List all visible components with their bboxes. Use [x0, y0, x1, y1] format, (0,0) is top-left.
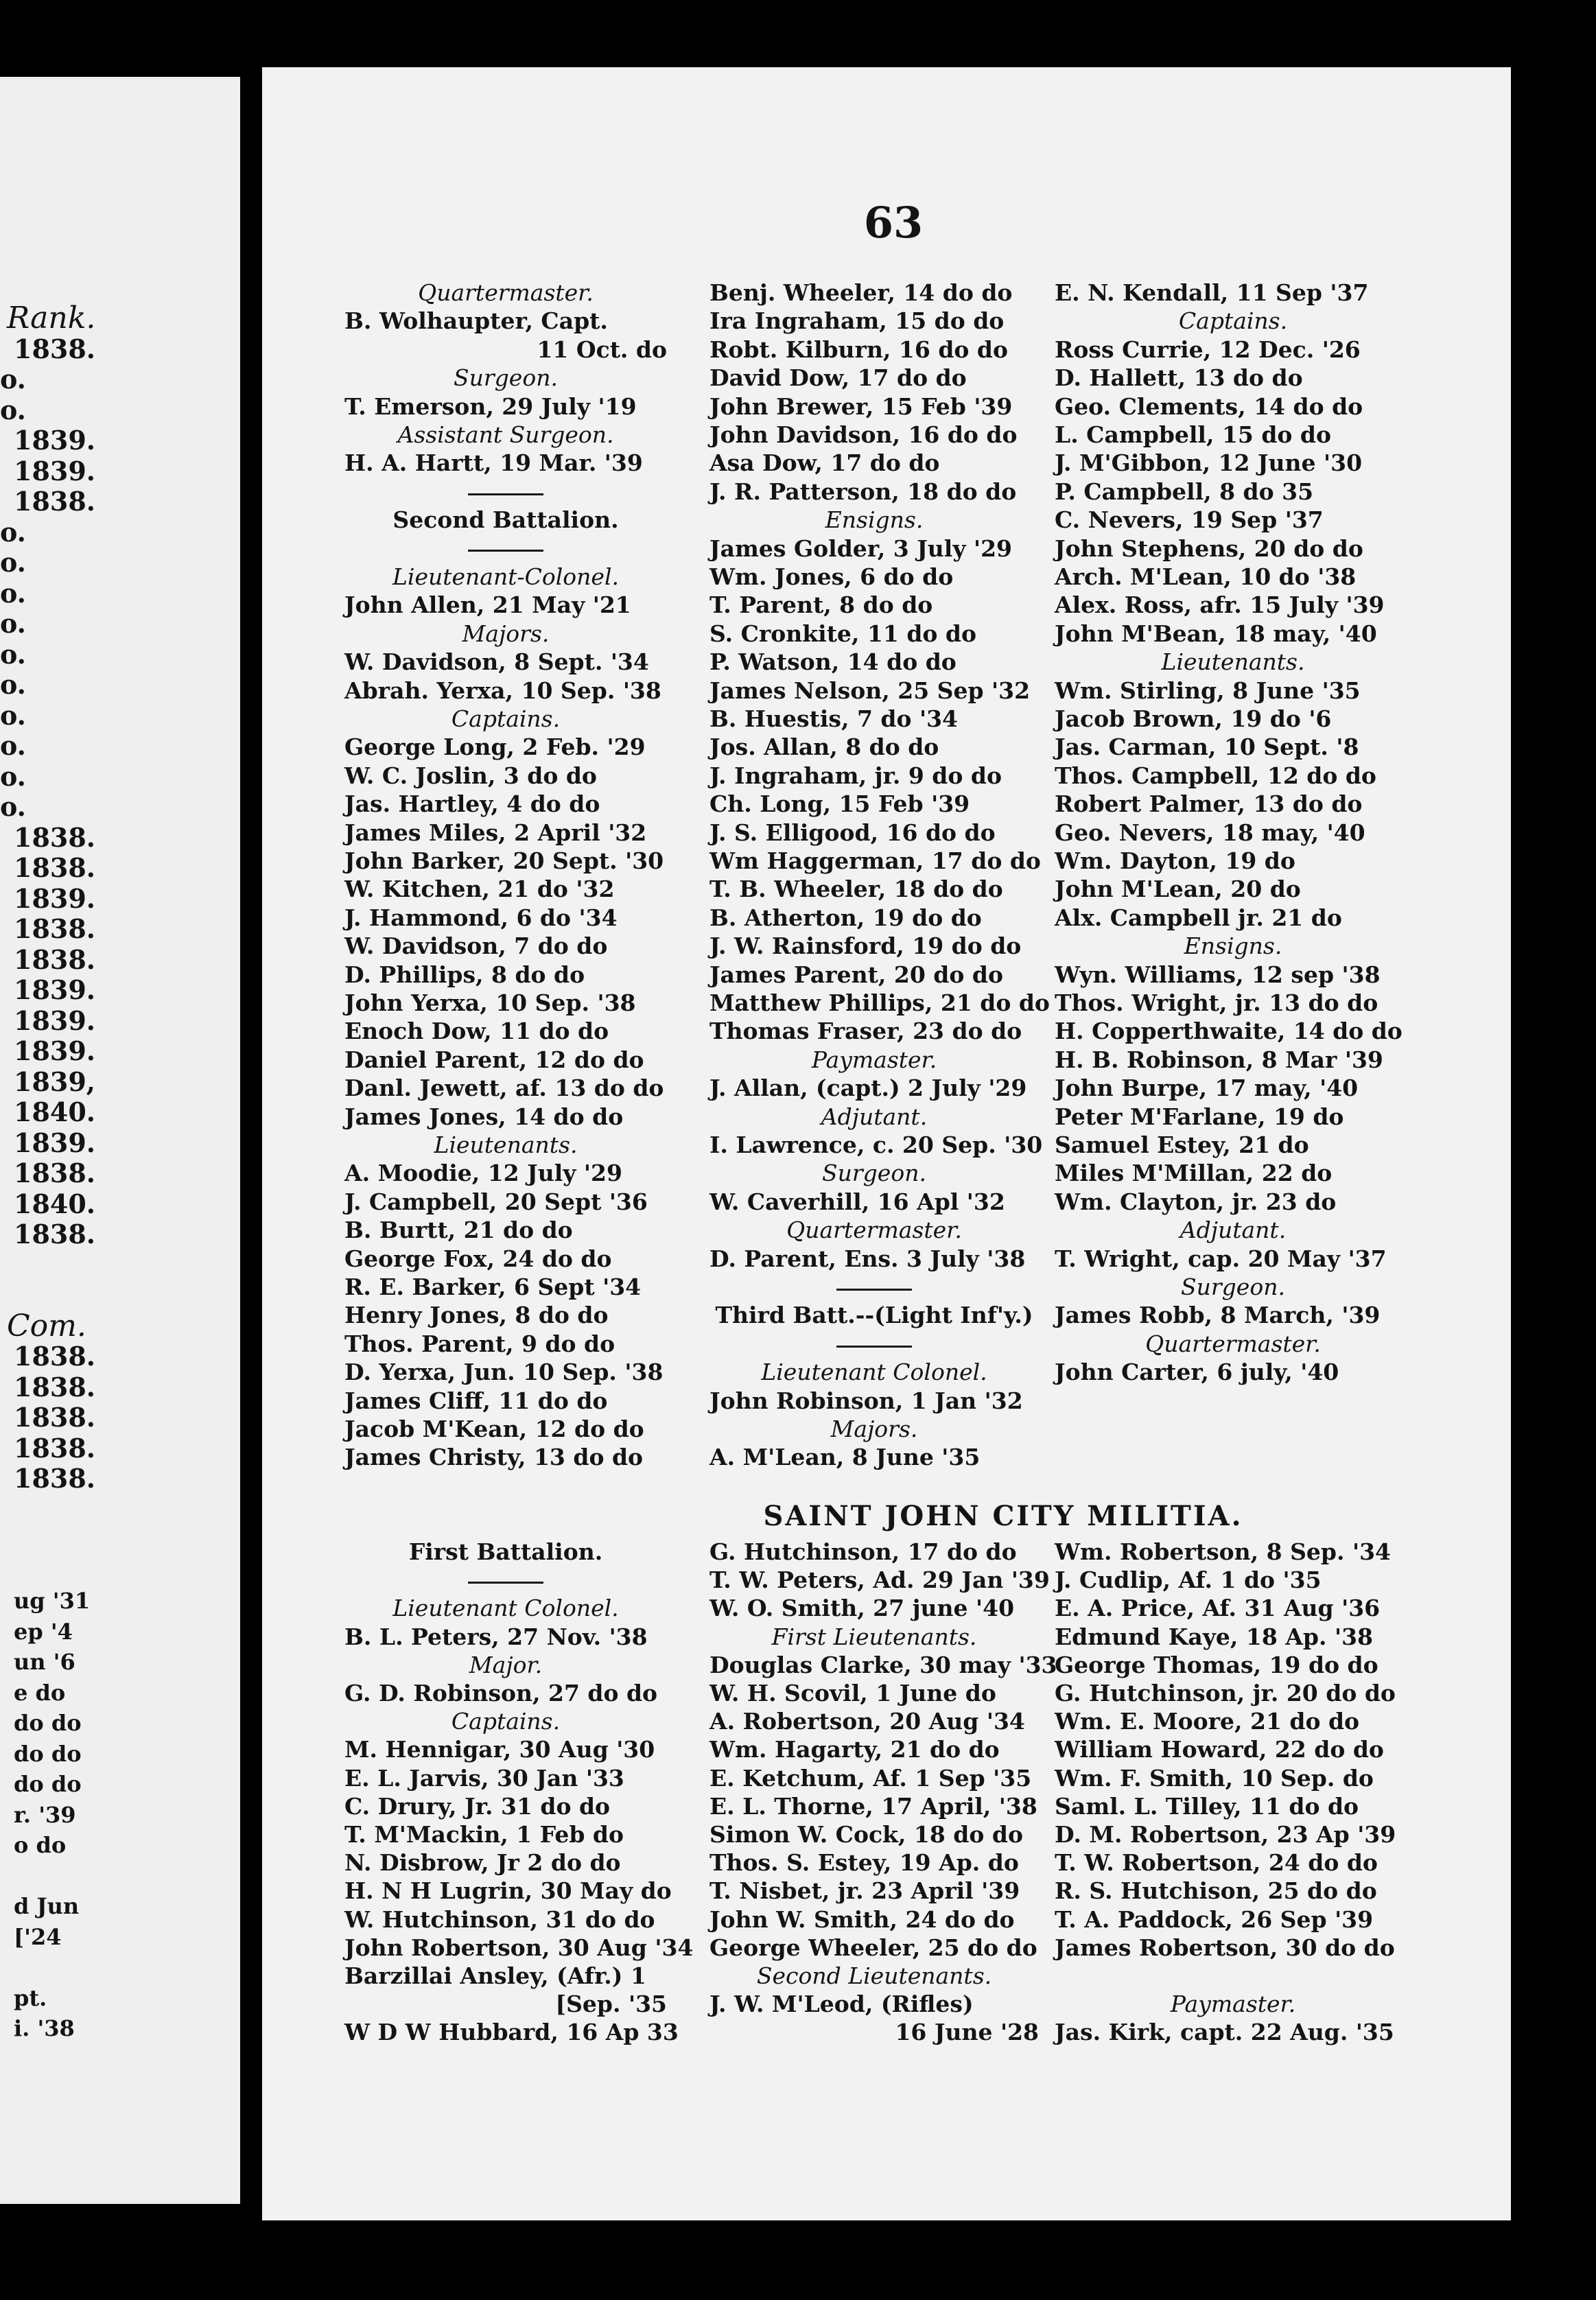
page-number: 63	[863, 198, 924, 248]
officer-entry: H. N H Lugrin, 30 May do	[344, 1877, 672, 1905]
left-page-fragment-text: 1839,	[14, 1066, 95, 1097]
officer-entry: A. Robertson, 20 Aug '34	[709, 1708, 1025, 1735]
left-page-fragment-text: 1840.	[14, 1188, 95, 1219]
officer-entry: Miles M'Millan, 22 do	[1055, 1160, 1333, 1187]
rank-heading: Surgeon.	[1181, 1274, 1285, 1300]
left-page-fragment-text: o.	[0, 608, 26, 639]
officer-entry: James Parent, 20 do do	[709, 961, 1003, 988]
rank-heading: Major.	[469, 1651, 543, 1678]
officer-entry: George Long, 2 Feb. '29	[344, 734, 646, 761]
officer-entry: C. Nevers, 19 Sep '37	[1055, 506, 1324, 534]
officer-entry: George Thomas, 19 do do	[1055, 1651, 1378, 1678]
left-page-fragment-text: o.	[0, 730, 26, 761]
officer-entry: George Wheeler, 25 do do	[709, 1934, 1037, 1961]
officer-entry: Saml. L. Tilley, 11 do do	[1055, 1792, 1359, 1820]
officer-entry: J. M'Gibbon, 12 June '30	[1055, 449, 1363, 477]
rank-heading: Majors.	[462, 620, 550, 647]
officer-entry: A. Moodie, 12 July '29	[344, 1160, 622, 1187]
officer-entry: David Dow, 17 do do	[709, 364, 967, 392]
officer-entry: Thos. Parent, 9 do do	[344, 1330, 615, 1357]
left-page-fragment-text: 1839.	[14, 882, 95, 914]
officer-entry: Asa Dow, 17 do do	[709, 449, 940, 477]
officer-entry: Simon W. Cock, 18 do do	[709, 1821, 1023, 1848]
officer-entry: Peter M'Farlane, 19 do	[1055, 1103, 1344, 1130]
rank-heading: Lieutenant Colonel.	[392, 1595, 619, 1622]
officer-entry: Wm. Robertson, 8 Sep. '34	[1055, 1538, 1392, 1565]
officer-entry: Geo. Clements, 14 do do	[1055, 392, 1363, 420]
left-page-fragment-text: pt.	[14, 1984, 47, 2011]
officer-entry: W. O. Smith, 27 june '40	[709, 1595, 1015, 1622]
rank-heading: Captains.	[1178, 307, 1288, 335]
left-page-fragment-text: i. '38	[14, 2015, 75, 2041]
rank-heading: Quartermaster.	[786, 1217, 962, 1244]
officer-entry: John Davidson, 16 do do	[709, 421, 1018, 448]
divider-rule	[468, 1582, 543, 1584]
left-page-fragment-text: o.	[0, 547, 26, 578]
officer-entry: B. L. Peters, 27 Nov. '38	[344, 1623, 648, 1650]
left-page-fragment-text: o.	[0, 699, 26, 731]
rank-heading: Quartermaster.	[1145, 1330, 1321, 1357]
officer-entry: W. C. Joslin, 3 do do	[344, 762, 597, 789]
left-page-fragment-text: d Jun	[14, 1893, 80, 1919]
rank-heading: Lieutenant-Colonel.	[392, 563, 619, 590]
officer-entry: Robt. Kilburn, 16 do do	[709, 336, 1008, 363]
officer-entry: Geo. Nevers, 18 may, '40	[1055, 819, 1365, 846]
officer-entry: P. Watson, 14 do do	[709, 648, 957, 676]
officer-entry: Alx. Campbell jr. 21 do	[1055, 904, 1342, 931]
battalion-heading: First Battalion.	[408, 1538, 603, 1565]
officer-entry: D. M. Robertson, 23 Ap '39	[1055, 1821, 1396, 1848]
officer-entry: D. Hallett, 13 do do	[1055, 364, 1303, 392]
battalion-heading: Third Batt.--(Light Inf'y.)	[715, 1302, 1033, 1329]
rank-heading: Surgeon.	[454, 364, 558, 392]
officer-entry: T. Emerson, 29 July '19	[344, 392, 637, 420]
left-page-fragment-text: 1838.	[14, 821, 95, 853]
left-page-fragment-text: un '6	[14, 1649, 75, 1675]
officer-entry: Jas. Kirk, capt. 22 Aug. '35	[1055, 2019, 1394, 2046]
left-page-fragment-text: 1839.	[14, 1127, 95, 1158]
rank-heading: Surgeon.	[822, 1160, 926, 1187]
officer-entry: James Cliff, 11 do do	[344, 1387, 608, 1414]
officer-entry: John W. Smith, 24 do do	[709, 1905, 1015, 1933]
left-page-fragment-text: 1839.	[14, 974, 95, 1005]
left-page-fragment-text: r. '39	[14, 1801, 76, 1828]
left-page-fragment-text: 1839.	[14, 425, 95, 456]
left-page-fragment-text: Rank.	[7, 301, 96, 336]
officer-entry: Wm. E. Moore, 21 do do	[1055, 1708, 1360, 1735]
officer-entry: Benj. Wheeler, 14 do do	[709, 279, 1013, 306]
divider-rule	[836, 1346, 912, 1348]
left-page-fragment-text: 1839.	[14, 1035, 95, 1066]
officer-entry: John Burpe, 17 may, '40	[1055, 1075, 1359, 1102]
officer-entry: Thos. Wright, jr. 13 do do	[1055, 989, 1378, 1016]
officer-entry: Wm. Clayton, jr. 23 do	[1055, 1188, 1337, 1215]
rank-heading: Adjutant.	[1180, 1217, 1287, 1244]
page-63	[262, 67, 1511, 2220]
officer-entry: G. Hutchinson, jr. 20 do do	[1055, 1680, 1396, 1706]
officer-entry: Ira Ingraham, 15 do do	[709, 307, 1005, 335]
officer-entry: John Robinson, 1 Jan '32	[709, 1387, 1023, 1414]
officer-entry: J. Ingraham, jr. 9 do do	[709, 762, 1002, 789]
officer-entry: H. B. Robinson, 8 Mar '39	[1055, 1046, 1383, 1073]
rank-heading: Lieutenants.	[1161, 648, 1305, 676]
officer-entry: Danl. Jewett, af. 13 do do	[344, 1075, 664, 1102]
officer-entry: R. E. Barker, 6 Sept '34	[344, 1274, 642, 1300]
left-page-fragment-text: e do	[14, 1679, 66, 1706]
officer-entry: John Robertson, 30 Aug '34	[344, 1934, 694, 1961]
officer-entry: T. M'Mackin, 1 Feb do	[344, 1821, 624, 1848]
officer-entry: W. Davidson, 8 Sept. '34	[344, 648, 649, 676]
left-page-fragment-text: ug '31	[14, 1588, 91, 1614]
left-page-fragment-text: o do	[14, 1832, 67, 1858]
officer-entry: B. Atherton, 19 do do	[709, 904, 982, 931]
left-page-fragment-text: do do	[14, 1740, 82, 1767]
officer-entry: J. W. M'Leod, (Rifles)	[709, 1991, 974, 2018]
battalion-heading: Second Battalion.	[392, 506, 619, 534]
officer-entry: M. Hennigar, 30 Aug '30	[344, 1736, 655, 1763]
left-page-fragment-text: 1839.	[14, 1005, 95, 1036]
officer-entry: Wyn. Williams, 12 sep '38	[1055, 961, 1381, 988]
officer-entry: Jacob Brown, 19 do '6	[1055, 705, 1332, 732]
officer-entry: John Brewer, 15 Feb '39	[709, 392, 1013, 420]
left-page-fragment-text: 1840.	[14, 1096, 95, 1127]
officer-entry: Alex. Ross, afr. 15 July '39	[1055, 591, 1385, 619]
officer-entry: Wm. Jones, 6 do do	[709, 563, 954, 590]
officer-entry: James Christy, 13 do do	[344, 1444, 644, 1471]
officer-entry: W D W Hubbard, 16 Ap 33	[344, 2019, 679, 2046]
rank-heading: Assistant Surgeon.	[397, 421, 614, 448]
left-page-fragment-text: 1839.	[14, 455, 95, 486]
officer-entry: 16 June '28	[895, 2019, 1039, 2046]
left-page-fragment-text: 1838.	[14, 1463, 95, 1494]
divider-rule	[836, 1289, 912, 1291]
rank-heading: Paymaster.	[811, 1046, 937, 1073]
rank-heading: Second Lieutenants.	[756, 1962, 992, 1989]
officer-entry: [Sep. '35	[555, 1991, 667, 2018]
left-page-fragment-text: o.	[0, 669, 26, 700]
left-page-fragment-text: 1838.	[14, 913, 95, 944]
officer-entry: Samuel Estey, 21 do	[1055, 1131, 1309, 1158]
officer-entry: J. R. Patterson, 18 do do	[709, 478, 1017, 505]
left-page-fragment-text: o.	[0, 638, 26, 670]
officer-entry: Thos. S. Estey, 19 Ap. do	[709, 1849, 1019, 1877]
left-page-fragment-text: Com.	[7, 1308, 86, 1343]
officer-entry: George Fox, 24 do do	[344, 1245, 612, 1272]
officer-entry: R. S. Hutchison, 25 do do	[1055, 1877, 1377, 1905]
officer-entry: Wm. Hagarty, 21 do do	[709, 1736, 1000, 1763]
rank-heading: Captains.	[451, 705, 561, 732]
officer-entry: Ch. Long, 15 Feb '39	[709, 790, 970, 818]
officer-entry: John Barker, 20 Sept. '30	[344, 847, 664, 874]
left-page-fragment-text: ep '4	[14, 1618, 73, 1645]
officer-entry: Henry Jones, 8 do do	[344, 1302, 609, 1329]
officer-entry: W. Kitchen, 21 do '32	[344, 876, 615, 903]
left-page-fragment-text: o.	[0, 791, 26, 822]
left-page-fragment-text: o.	[0, 516, 26, 548]
left-page-fragment-text: o.	[0, 760, 26, 792]
officer-entry: J. Hammond, 6 do '34	[344, 904, 618, 931]
officer-entry: Ross Currie, 12 Dec. '26	[1055, 336, 1361, 363]
officer-entry: T. Wright, cap. 20 May '37	[1055, 1245, 1387, 1272]
officer-entry: D. Phillips, 8 do do	[344, 961, 585, 988]
officer-entry: Robert Palmer, 13 do do	[1055, 790, 1363, 818]
left-page-fragment-text: o.	[0, 577, 26, 609]
officer-entry: Daniel Parent, 12 do do	[344, 1046, 644, 1073]
officer-entry: J. Allan, (capt.) 2 July '29	[709, 1075, 1027, 1102]
officer-entry: Thos. Campbell, 12 do do	[1055, 762, 1376, 789]
officer-entry: W. Caverhill, 16 Apl '32	[709, 1188, 1005, 1215]
officer-entry: James Golder, 3 July '29	[709, 535, 1013, 562]
officer-entry: H. A. Hartt, 19 Mar. '39	[344, 449, 643, 477]
officer-entry: 11 Oct. do	[537, 336, 667, 363]
officer-entry: John M'Bean, 18 may, '40	[1055, 620, 1377, 647]
officer-entry: Wm. Dayton, 19 do	[1055, 847, 1295, 874]
officer-entry: James Robertson, 30 do do	[1055, 1934, 1395, 1961]
officer-entry: T. W. Robertson, 24 do do	[1055, 1849, 1378, 1877]
officer-entry: John Yerxa, 10 Sep. '38	[344, 989, 636, 1016]
officer-entry: E. L. Jarvis, 30 Jan '33	[344, 1764, 624, 1792]
officer-entry: T. Parent, 8 do do	[709, 591, 933, 619]
officer-entry: D. Parent, Ens. 3 July '38	[709, 1245, 1026, 1272]
officer-entry: A. M'Lean, 8 June '35	[709, 1444, 981, 1471]
officer-entry: William Howard, 22 do do	[1055, 1736, 1384, 1763]
officer-entry: Abrah. Yerxa, 10 Sep. '38	[344, 677, 661, 704]
left-page-fragment-text: 1838.	[14, 486, 95, 517]
officer-entry: Barzillai Ansley, (Afr.) 1	[344, 1962, 646, 1989]
officer-entry: E. A. Price, Af. 31 Aug '36	[1055, 1595, 1381, 1622]
officer-entry: E. L. Thorne, 17 April, '38	[709, 1792, 1037, 1820]
rank-heading: Paymaster.	[1170, 1991, 1296, 2018]
left-page-fragment-text: 1838.	[14, 852, 95, 883]
rank-heading: Ensigns.	[825, 506, 924, 534]
left-page-fragment-text: 1838.	[14, 333, 95, 364]
divider-rule	[468, 550, 543, 552]
rank-heading: Majors.	[830, 1416, 918, 1442]
officer-entry: W. H. Scovil, 1 June do	[709, 1680, 996, 1706]
officer-entry: W. Davidson, 7 do do	[344, 932, 608, 960]
left-page-fragment-text: 1838.	[14, 1432, 95, 1464]
officer-entry: James Miles, 2 April '32	[344, 819, 647, 846]
rank-heading: Lieutenant Colonel.	[761, 1359, 987, 1386]
rank-heading: Quartermaster.	[418, 279, 594, 306]
officer-entry: B. Huestis, 7 do '34	[709, 705, 959, 732]
officer-entry: B. Wolhaupter, Capt.	[344, 307, 608, 335]
left-page-fragment	[0, 77, 240, 2204]
officer-entry: Wm. F. Smith, 10 Sep. do	[1055, 1764, 1374, 1792]
officer-entry: Edmund Kaye, 18 Ap. '38	[1055, 1623, 1373, 1650]
officer-entry: T. A. Paddock, 26 Sep '39	[1055, 1905, 1374, 1933]
officer-entry: J. S. Elligood, 16 do do	[709, 819, 996, 846]
left-page-fragment-text: ['24	[14, 1923, 62, 1950]
officer-entry: P. Campbell, 8 do 35	[1055, 478, 1314, 505]
left-page-fragment-text: 1838.	[14, 943, 95, 975]
rank-heading: Adjutant.	[821, 1103, 928, 1130]
left-page-fragment-text: 1838.	[14, 1158, 95, 1188]
officer-entry: J. W. Rainsford, 19 do do	[709, 932, 1022, 960]
officer-entry: T. Nisbet, jr. 23 April '39	[709, 1877, 1020, 1905]
officer-entry: Thomas Fraser, 23 do do	[709, 1018, 1022, 1045]
left-page-fragment-text: 1838.	[14, 1402, 95, 1433]
officer-entry: Jacob M'Kean, 12 do do	[344, 1416, 644, 1442]
officer-entry: T. W. Peters, Ad. 29 Jan '39	[709, 1566, 1050, 1594]
left-page-fragment-text: do do	[14, 1710, 82, 1736]
officer-entry: Enoch Dow, 11 do do	[344, 1018, 609, 1045]
officer-entry: J. Cudlip, Af. 1 do '35	[1055, 1566, 1322, 1594]
officer-entry: Jas. Hartley, 4 do do	[344, 790, 600, 818]
officer-entry: J. Campbell, 20 Sept '36	[344, 1188, 648, 1215]
officer-entry: D. Yerxa, Jun. 10 Sep. '38	[344, 1359, 664, 1386]
section-banner: SAINT JOHN CITY MILITIA.	[763, 1500, 1243, 1532]
left-page-fragment-text: o.	[0, 394, 26, 425]
left-page-fragment-text: 1838.	[14, 1371, 95, 1403]
left-page-fragment-text: do do	[14, 1771, 82, 1797]
officer-entry: John M'Lean, 20 do	[1055, 876, 1301, 903]
officer-entry: G. D. Robinson, 27 do do	[344, 1680, 658, 1706]
officer-entry: John Carter, 6 july, '40	[1055, 1359, 1339, 1386]
officer-entry: E. Ketchum, Af. 1 Sep '35	[709, 1764, 1032, 1792]
rank-heading: Ensigns.	[1184, 932, 1282, 960]
left-page-fragment-text: o.	[0, 364, 26, 395]
left-page-fragment-text: 1838.	[14, 1219, 95, 1249]
officer-entry: John Allen, 21 May '21	[344, 591, 631, 619]
officer-entry: C. Drury, Jr. 31 do do	[344, 1792, 611, 1820]
rank-heading: Captains.	[451, 1708, 561, 1735]
officer-entry: James Nelson, 25 Sep '32	[709, 677, 1031, 704]
officer-entry: L. Campbell, 15 do do	[1055, 421, 1332, 448]
officer-entry: W. Hutchinson, 31 do do	[344, 1905, 655, 1933]
officer-entry: G. Hutchinson, 17 do do	[709, 1538, 1017, 1565]
officer-entry: Matthew Phillips, 21 do do	[709, 989, 1050, 1016]
rank-heading: First Lieutenants.	[771, 1623, 977, 1650]
officer-entry: John Stephens, 20 do do	[1055, 535, 1363, 562]
officer-entry: Jos. Allan, 8 do do	[709, 734, 939, 761]
officer-entry: T. B. Wheeler, 18 do do	[709, 876, 1003, 903]
officer-entry: James Jones, 14 do do	[344, 1103, 624, 1130]
rank-heading: Lieutenants.	[434, 1131, 578, 1158]
officer-entry: Wm. Stirling, 8 June '35	[1055, 677, 1361, 704]
officer-entry: Wm Haggerman, 17 do do	[709, 847, 1041, 874]
left-page-fragment-text: 1838.	[14, 1341, 95, 1372]
officer-entry: James Robb, 8 March, '39	[1055, 1302, 1381, 1329]
officer-entry: Douglas Clarke, 30 may '33	[709, 1651, 1057, 1678]
officer-entry: I. Lawrence, c. 20 Sep. '30	[709, 1131, 1043, 1158]
officer-entry: N. Disbrow, Jr 2 do do	[344, 1849, 621, 1877]
officer-entry: S. Cronkite, 11 do do	[709, 620, 976, 647]
officer-entry: Arch. M'Lean, 10 do '38	[1055, 563, 1357, 590]
officer-entry: Jas. Carman, 10 Sept. '8	[1055, 734, 1359, 761]
divider-rule	[468, 493, 543, 495]
officer-entry: E. N. Kendall, 11 Sep '37	[1055, 279, 1369, 306]
officer-entry: H. Copperthwaite, 14 do do	[1055, 1018, 1403, 1045]
officer-entry: B. Burtt, 21 do do	[344, 1217, 573, 1244]
